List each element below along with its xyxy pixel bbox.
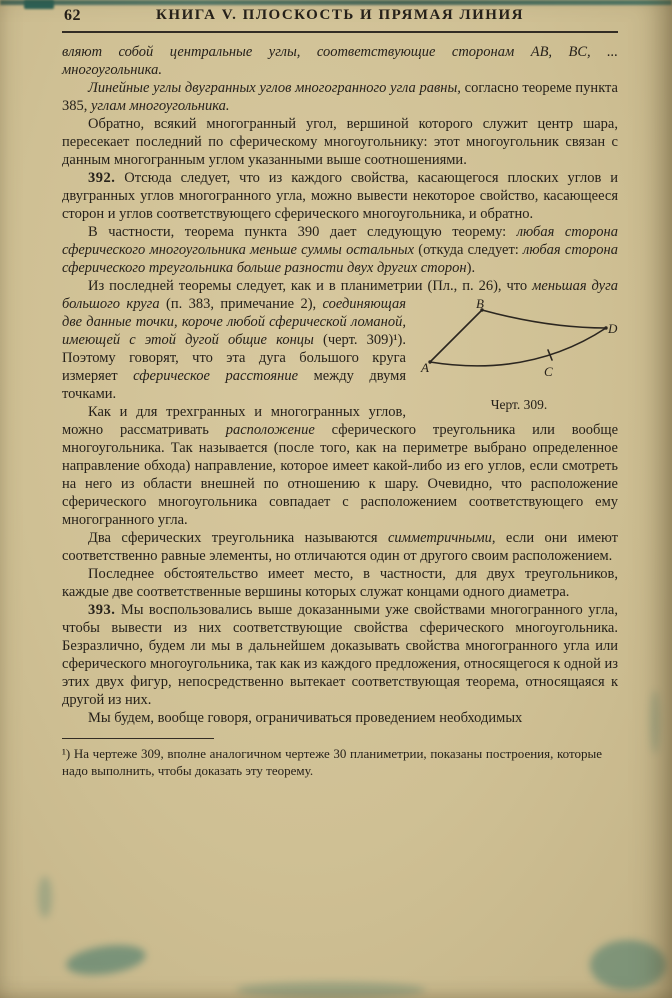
text-segment: углам многоугольника. [91,98,230,114]
figure-309 [420,298,618,414]
text-segment: сферического треугольника или вообще многоугольника. Так называется (после того, как на периметре выбрано определенное направление обхода) направление, которое имеет какой-либо из его углов, если смотреть на него из области внешней по отношению к шару. Очевидно, что расположение сферического многоугольника совпадает с расположением соответствующего ему многогранного угла. [62,422,618,528]
scan-stain-bottom-center [236,982,426,998]
figure-label-c: C [544,364,553,379]
figure-309-drawing [420,298,618,384]
paragraph [62,115,618,169]
paragraph [62,223,618,277]
text-segment: Два сферических треугольника называются [88,530,388,546]
text-segment: согласно теореме пункта 385, [62,80,618,114]
figure-arc-acd [430,328,606,366]
text-segment: вляют собой центральные углы, соответствующие сторонам AB, BC, ... многоугольника. [62,44,618,78]
text-segment: любая сторона сферического многоугольника меньше суммы остальных [62,224,618,258]
paragraph [62,529,618,565]
text-segment: , если они имеют соответственно равные элементы, но отличаются один от другого своим расположением. [62,530,618,564]
paragraph [62,43,618,79]
body-text [62,43,618,727]
scan-edge-top [0,0,672,5]
page-header [62,7,618,29]
text-segment: В частности, теорема пункта 390 дает следующую теорему: [88,224,517,240]
text-segment: (черт. 309)¹). Поэтому говорят, что эта дуга большого круга измеряет [62,332,406,384]
text-segment: ). [466,260,476,276]
text-segment: симметричными [387,530,492,546]
text-segment: расположение [225,422,332,438]
paragraph [62,403,618,529]
text-segment: Линейные углы двугранных углов многогранного угла равны, [88,80,465,96]
text-segment: соединяющая две данные точки, короче любой сферической ломаной, имеющей с этой дугой общие концы [62,296,406,348]
text-segment: меньшая дуга большого круга [62,278,618,312]
page-number: 62 [64,7,81,24]
text-segment: любая сторона сферического треугольника больше разности двух других сторон [62,242,618,276]
scan-stain-bottom-right [590,940,666,990]
text-segment: сферическое расстояние [133,368,314,384]
running-title: КНИГА V. ПЛОСКОСТЬ И ПРЯМАЯ ЛИНИЯ [156,7,524,23]
figure-caption: Черт. 309. [490,397,548,412]
text-segment: Из последней теоремы следует, как и в планиметрии (Пл., п. 26), что [88,278,533,294]
figure-label-b: B [476,298,484,311]
footnote: ¹) На чертеже 309, вполне аналогичном чертеже 30 планиметрии, показаны построения, которые надо выполнить, чтобы доказать эту теорему. [62,746,602,778]
text-segment: Как и для трехгранных и многогранных углов, можно рассматривать [62,404,406,438]
paragraph [62,277,618,412]
text-segment: 392. [88,170,116,186]
text-segment: 393. [88,602,116,618]
paragraph [62,79,618,115]
text-segment: (откуда следует: [418,242,524,258]
text-segment: Мы воспользовались выше доказанными уже свойствами многогранного угла, чтобы вывести из них соответствующие свойства сферического многоугольника. Безразлично, будем ли мы в дальнейшем доказывать свойства многогранного угла или сферического многоугольника, так как из каждого предложения, относящегося к одной из этих двух фигур, непосредственно вытекает соответствующая теорема, относящаяся к другой из них. [62,602,618,708]
figure-line-ab [430,310,482,362]
text-segment: Мы будем, вообще говоря, ограничиваться проведением необходимых [88,710,523,726]
text-segment: (п. 383, примечание 2), [165,296,323,312]
page-content [62,7,618,779]
paragraph [62,709,618,727]
paragraph [62,601,618,709]
figure-label-d: D [608,321,618,336]
text-segment: между двумя точками. [62,368,407,402]
header-rule [62,31,618,33]
figure-arc-bd [482,310,606,328]
text-segment: Последнее обстоятельство имеет место, в частности, для двух треугольников, каждые две соответственные вершины которых служат концами одного диаметра. [62,566,618,600]
paragraph [62,565,618,601]
footnote-rule [62,738,214,739]
paragraph [62,169,618,223]
figure-label-a: A [421,360,429,375]
scan-stain-right-edge [650,690,660,754]
scan-stain-left-edge [38,876,52,918]
scan-stain-bottom-left [64,941,147,980]
scan-mark-top-left [24,0,54,9]
text-segment: Обратно, всякий многогранный угол, вершиной которого служит центр шара, пересекает последний по сферическому многоугольнику: этот многоугольник связан с данным многогранным углом указанными выше соотношениями. [62,116,618,168]
text-segment: Отсюда следует, что из каждого свойства, касающегося плоских углов и двугранных углов многогранного угла, можно вывести некоторое свойство, касающееся сторон и углов соответствующего сферического многоугольника, и обратно. [62,170,618,222]
